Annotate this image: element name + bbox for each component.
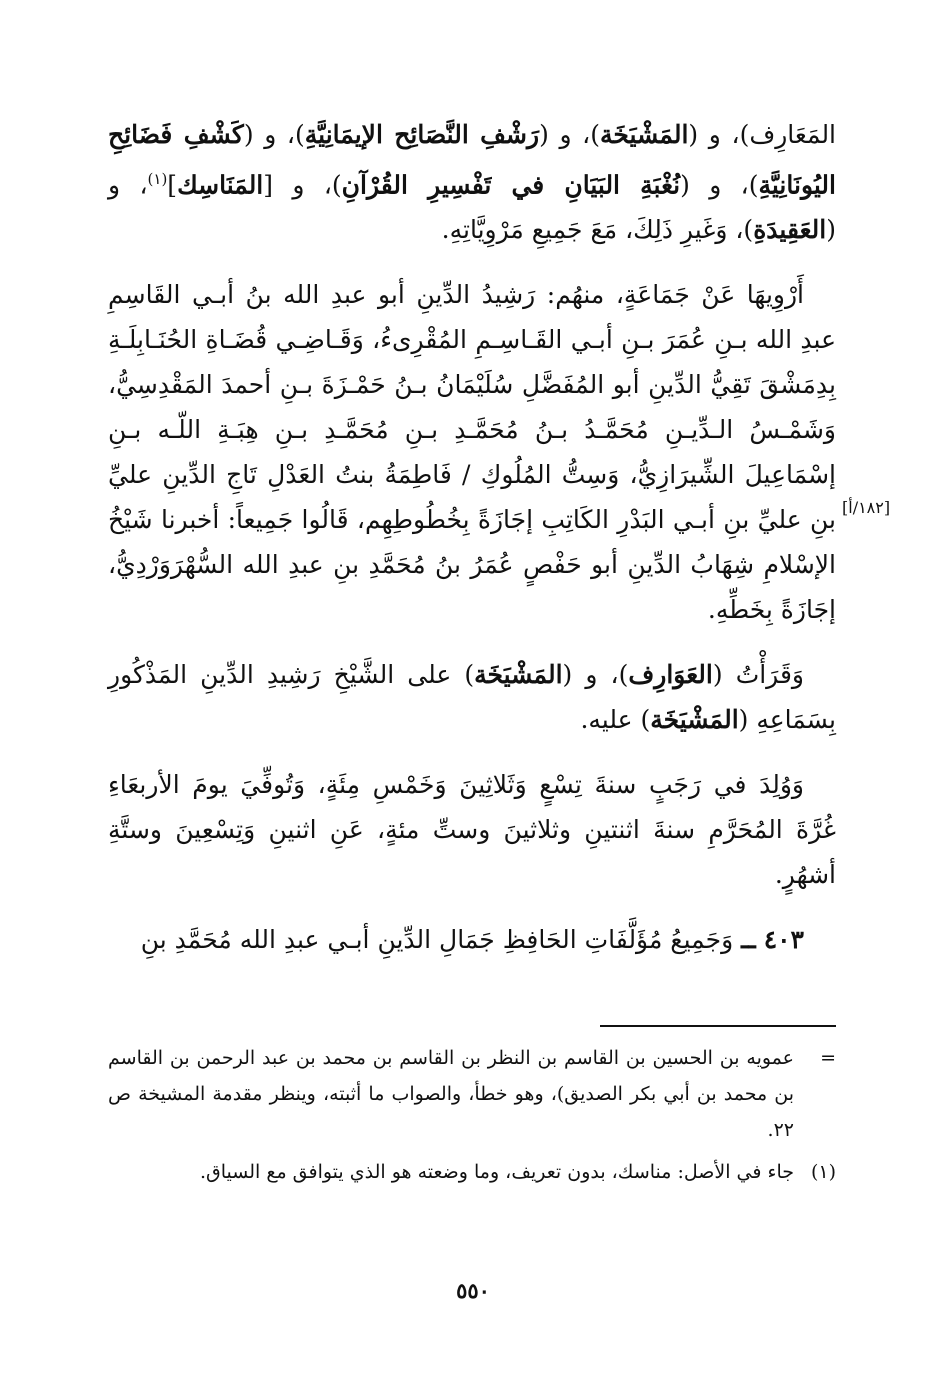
text-run: المَعَارِف)، و ( [688, 120, 837, 149]
footnote-text: عمويه بن الحسين بن القاسم بن النظر بن القاسم بن محمد بن عبد الرحمن بن القاسم بن محمد بن أبي بكر الصديق)، وهو خطأ، والصواب ما أثبته، وينظر مقدمة المشيخة ص ٢٢. [108, 1047, 794, 1141]
text-run: )، و ( [243, 120, 305, 149]
text-run: وَجَمِيعُ مُؤَلَّفَاتِ الحَافِظِ جَمَالِ الدِّينِ أبـي عبدِ الله مُحَمَّدِ بنِ [140, 925, 734, 955]
text-run: ) على الشَّيْخِ رَشِيدِ الدِّينِ المَذْكُورِ بِسَمَاعِهِ ( [108, 660, 836, 735]
footnote [108, 1040, 836, 1148]
footnote-mark: = [820, 1047, 836, 1069]
text-run: ] [167, 170, 178, 200]
footnote-text: جاء في الأصل: مناسك، بدون تعريف، وما وضعته هو الذي يتوافق مع السياق. [199, 1161, 794, 1183]
book-title: نُغْبَةِ البَيَانِ في تَفْسِيرِ القُرْآنِ [341, 170, 681, 200]
paragraph-1 [108, 112, 836, 252]
book-title: المَشْيَخَة [650, 705, 739, 735]
book-title: كَشْفِ فَضَائِحِ اليُونَانِيَّةِ [108, 120, 836, 200]
book-title: المَشْيَخَة [474, 660, 563, 690]
book-title: العَقِيدَةِ [753, 215, 827, 245]
paragraph-5 [108, 917, 836, 962]
book-title: المَنَاسِك [177, 170, 264, 200]
footnote-divider [600, 1025, 836, 1027]
main-text [108, 112, 836, 962]
footnote-reference: (١) [147, 170, 168, 188]
text-run: ، و ( [108, 170, 836, 245]
footnotes [108, 1040, 836, 1196]
text-run: )، و ( [562, 660, 629, 690]
entry-dash: ــ [741, 925, 756, 955]
text-run: وَقَرَأْتُ ( [712, 660, 804, 690]
page-number: ٥٥٠ [456, 1278, 490, 1303]
book-title: العَوَارِف [628, 660, 713, 690]
book-title: المَشْيَخَة [600, 120, 689, 149]
text-run: )، و ( [680, 170, 759, 200]
text-run: )، وَغَيرِ ذَلِكَ، مَعَ جَمِيعِ مَرْوِيَّاتِهِ. [441, 215, 754, 245]
text-run: ) عليه. [580, 705, 651, 735]
manuscript-folio-marker: [١٨٢/أ] [842, 498, 891, 517]
entry-number: ٤٠٣ [763, 925, 804, 955]
paragraph-3 [108, 652, 836, 742]
footnote-mark: (١) [810, 1161, 836, 1183]
text-run: )، و [ [263, 170, 342, 200]
footnote [108, 1154, 836, 1190]
paragraph-2: أَرْوِيهَا عَنْ جَمَاعَةٍ، منهُم: رَشِيدُ الدِّينِ أبو عبدِ الله بنُ أبـي القَاسِمِ عبدِ الله بـنِ عُمَرَ بـنِ أبـي القَـاسِـمِ المُقْرِىءُ، وَقَـاضِـي قُضَـاةِ الحُنَـابِلَـةِ بِدِمَشْقَ تَقِيُّ الدِّينِ أبو المُفَضَّلِ سُلَيْمَانُ بـنُ حَمْـزَةَ بـنِ أحمدَ المَقْدِسِيُّ، وَشَمْـسُ الـدِّيـنِ مُحَمَّـدُ بـنُ مُحَمَّـدِ بـنِ مُحَمَّـدِ بـنِ هِبَـةِ اللّـه بـنِ إسْمَاعِيلَ الشِّيرَازِيُّ، وَسِتُّ المُلُوكِ / فَاطِمَةُ بنتُ العَدْلِ تَاجِ الدِّينِ عليِّ بنِ عليِّ بنِ أبـي البَدْرِ الكَاتِبِ إجَازَةً بِخُطُوطِهِم، قَالُوا جَمِيعاً: أخبرنا شَيْخُ الإسْلامِ شِهَابُ الدِّينِ أبو حَفْصٍ عُمَرُ بنُ مُحَمَّدِ بنِ عبدِ الله السُّهْرَوَرْدِيُّ، إجَازَةً بِخَطِّهِ. [108, 280, 836, 625]
text-run: )، و ( [539, 120, 600, 149]
book-title: رَشْفِ النَّصَائِح الإيمَانِيَّةِ [304, 120, 540, 149]
paragraph-4: وَوُلِدَ في رَجَبٍ سنةَ تِسْعٍ وَثَلاثِينَ وَخَمْسِ مِئَةٍ، وَتُوفِّيَ يومَ الأربعَاءِ غُرَّةَ المُحَرَّمِ سنةَ اثنتينِ وثلاثينَ وستِّ مئةٍ، عَنِ اثنينِ وَتِسْعِينَ وستَّةِ أشهُرٍ. [108, 770, 836, 890]
